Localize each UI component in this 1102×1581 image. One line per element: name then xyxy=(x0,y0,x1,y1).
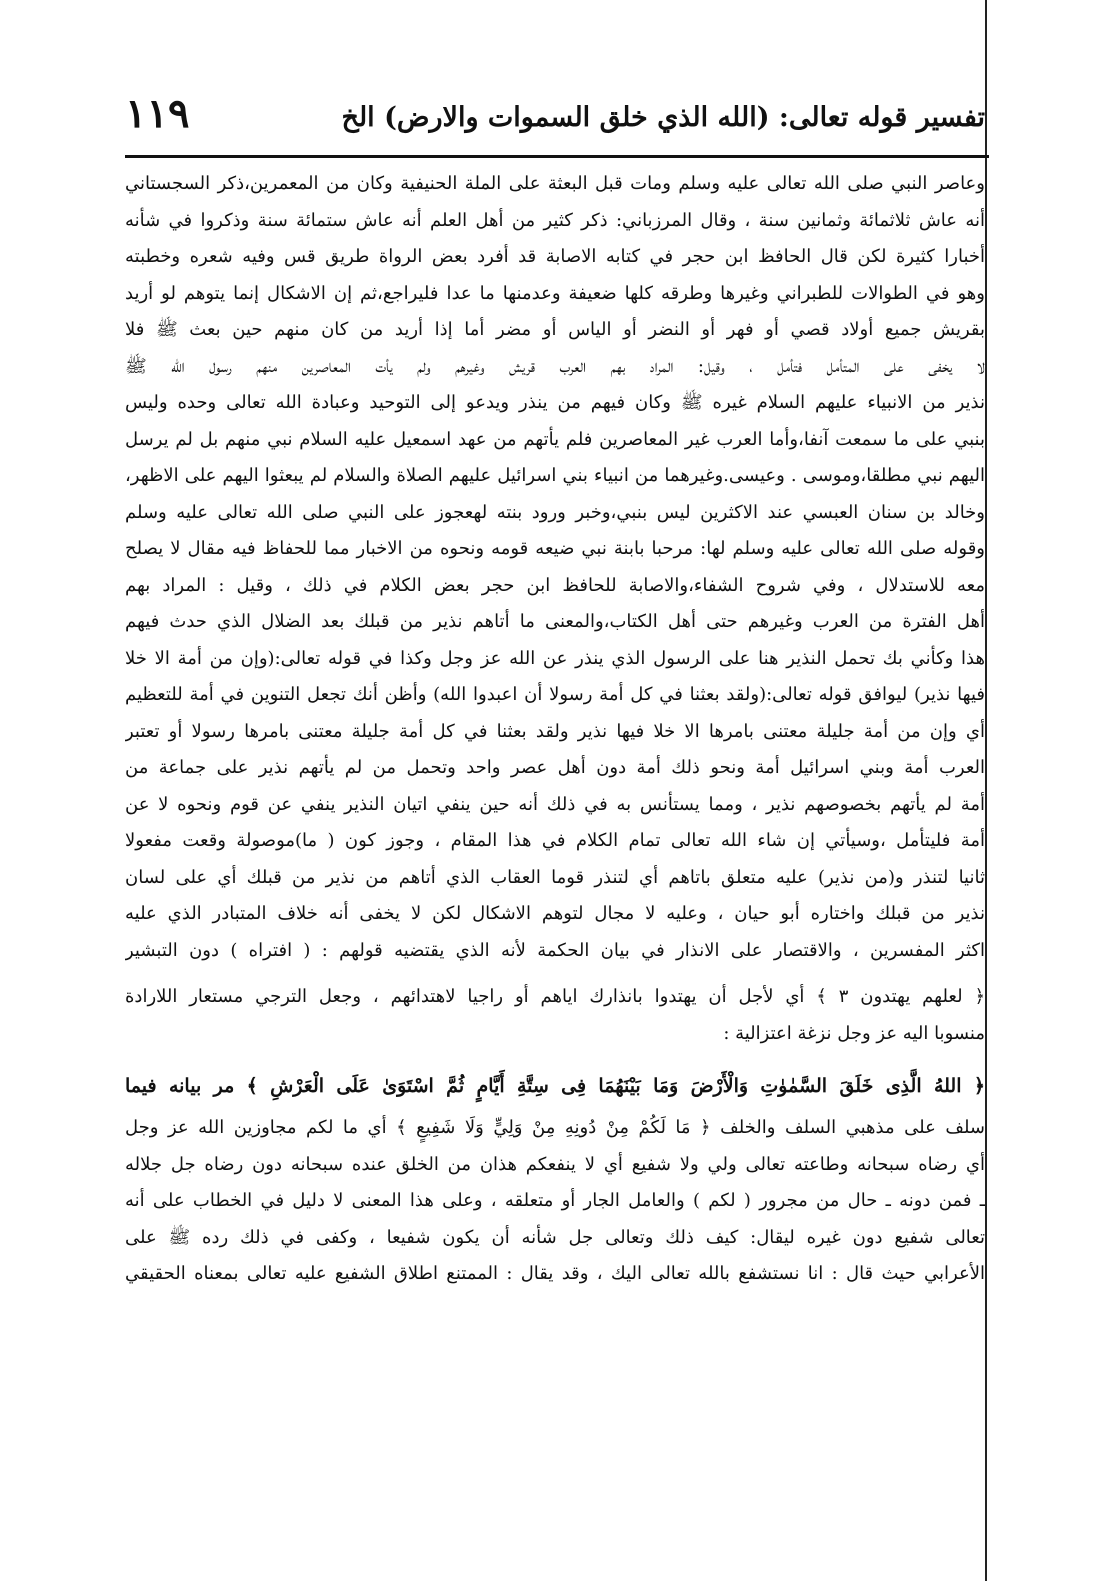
text-line: نذير من قبلك واختاره أبو حيان ، وعليه لا مجال لتوهم الاشكال لكن لا يخفى أنه خلاف المتبادر الذي عليه xyxy=(125,903,985,924)
page-header xyxy=(125,88,985,154)
text-line: فيها نذير) ليوافق قوله تعالى:(ولقد بعثنا في كل أمة رسولا أن اعبدوا الله) وأظن أنك تجعل التنوين في أمة للتعظيم xyxy=(125,684,985,705)
commentary-text xyxy=(125,166,985,1293)
text-line: سلف على مذهبي السلف والخلف ﴿ مَا لَكُمْ مِنْ دُونِهِ مِنْ وَلِيٍّ وَلَا شَفِيعٍ ﴾ أي ما لكم مجاوزين الله عز وجل xyxy=(125,1117,985,1138)
text-line: اكثر المفسرين ، والاقتصار على الانذار في بيان الحكمة لأنه الذي يقتضيه قولهم : ( افتراه ) دون التبشير xyxy=(125,939,985,961)
text-line: أخبارا كثيرة لكن قال الحافظ ابن حجر في كتابه الاصابة قد أفرد بعض الرواة طريق قس وفيه شعره وخطبته xyxy=(125,246,985,267)
text-line: أمة فليتأمل ،وسيأتي إن شاء الله تعالى تمام الكلام في هذا المقام ، وجوز كون ( ما)موصولة وقعت مفعولا xyxy=(125,830,985,851)
header-rule xyxy=(125,155,989,158)
page-edge-line xyxy=(985,0,987,1581)
text-line: نذير من الانبياء عليهم السلام غيره ﷺ وكان فيهم من ينذر ويدعو إلى التوحيد وعبادة الله تعالى وحده وليس xyxy=(125,392,985,413)
text-line: وقوله صلى الله تعالى عليه وسلم لها: مرحبا بابنة نبي ضيعه قومه ونحوه من الاخبار مما للحفاظ فيه مقال لا يصلح xyxy=(125,538,985,559)
text-line: معه للاستدلال ، وفي شروح الشفاء،والاصابة للحافظ ابن حجر بعض الكلام في ذلك ، وقيل : المراد بهم xyxy=(125,574,985,596)
text-line: لا يخفى على المتأمل فتأمل ، وقيل: المراد بهم العرب قريش وغيرهم ولم يأت المعاصرين منهم رسول الله ﷺ xyxy=(125,355,985,377)
text-line: وخالد بن سنان العبسي عند الاكثرين ليس بنبي،وخبر ورود بنته لهعجوز على النبي صلى الله تعالى عليه وسلم xyxy=(125,501,985,523)
text-line: بقريش جميع أولاد قصي أو فهر أو النضر أو الياس أو مضر أما إذا أريد من كان منهم حين بعث ﷺ فلا xyxy=(125,319,985,340)
text-line: أي وإن من أمة جليلة معتنى بامرها الا خلا فيها نذير ولقد بعثنا في كل أمة جليلة معتنى بامرها رسولا أو تعتبر xyxy=(125,720,985,742)
verse-3-line: ﴿ لعلهم يهتدون ٣ ﴾ أي لأجل أن يهتدوا بانذارك اياهم أو راجيا لاهتدائهم ، وجعل الترجي مستعار اللارادة xyxy=(125,986,985,1007)
running-title: تفسير قوله تعالى: (الله الذي خلق السموات والارض) الخ xyxy=(341,102,985,133)
text-line: اليهم نبي مطلقا،وموسى . وعيسى.وغيرهما من انبياء بني اسرائيل عليهم الصلاة والسلام لم يبعثوا اليهم على الاظهر، xyxy=(125,465,985,486)
text-line: أي رضاه سبحانه وطاعته تعالى ولي ولا شفيع أي لا ينفعكم هذان من الخلق عنده سبحانه دون رضاه جل جلاله xyxy=(125,1153,985,1175)
text-line: هذا وكأني بك تحمل النذير هنا على الرسول الذي ينذر عن الله عز وجل وكذا في قوله تعالى:(وإن من أمة الا خلا xyxy=(125,647,985,669)
text-line: أنه عاش ثلاثمائة وثمانين سنة ، وقال المرزباني: ذكر كثير من أهل العلم أنه عاش ستمائة سنة وذكروا في شأنه xyxy=(125,209,985,231)
text-line: تعالى شفيع دون غيره ليقال: كيف ذلك وتعالى جل شأنه أن يكون شفيعا ، وكفى في ذلك رده ﷺ على xyxy=(125,1226,985,1248)
text-line: ثانيا لتنذر و(من نذير) عليه متعلق باتاهم أي لتنذر قوما العقاب الذي أتاهم من نذير من قبلك أي على لسان xyxy=(125,866,985,888)
text-line: أهل الفترة من العرب وغيرهم حتى أهل الكتاب،والمعنى ما أتاهم نذير من قبلك بعد الضلال الذي حدث فيهم xyxy=(125,611,985,632)
page-number: ١١٩ xyxy=(125,90,190,137)
text-line: العرب أمة وبني اسرائيل أمة ونحو ذلك أمة دون أهل عصر واحد وتحمل من لم يأتهم نذير على جماعة من xyxy=(125,757,985,778)
quran-verse-4: ﴿ اللهُ الَّذِى خَلَقَ السَّمٰوٰتِ وَالْأَرْضَ وَمَا بَيْنَهُمَا فِى سِتَّةِ أَيَّامٍ ثُمَّ اسْتَوَىٰ عَلَى الْعَرْشِ ﴾ مر بيانه فيما xyxy=(125,1075,985,1097)
text-line: أمة لم يأتهم بخصوصهم نذير ، ومما يستأنس به في ذلك أنه حين ينفي اتيان النذير ينفي عن قوم ونحوه لا عن xyxy=(125,793,985,815)
text-line: الأعرابي حيث قال : انا نستشفع بالله تعالى اليك ، وقد يقال : الممتنع اطلاق الشفيع عليه تعالى بمعناه الحقيقي xyxy=(125,1263,985,1284)
text-line: وهو في الطوالات للطبراني وغيرها وطرقه كلها ضعيفة وعدمنها ما عدا فليراجع،ثم إن الاشكال إنما يتوهم لو أريد xyxy=(125,282,985,304)
verse-3-continuation: منسوبا اليه عز وجل نزغة اعتزالية : xyxy=(723,1022,985,1044)
text-line: وعاصر النبي صلى الله تعالى عليه وسلم ومات قبل البعثة على الملة الحنيفية وكان من المعمرين،ذكر السجستاني xyxy=(125,173,985,194)
text-line: ـ فمن دونه ـ حال من مجرور ( لكم ) والعامل الجار أو متعلقه ، وعلى هذا المعنى لا دليل في الخطاب على أنه xyxy=(125,1190,985,1211)
text-line: بنبي على ما سمعت آنفا،وأما العرب غير المعاصرين فلم يأتهم من عهد اسمعيل عليه السلام نبي منهم بل لم يرسل xyxy=(125,428,985,450)
